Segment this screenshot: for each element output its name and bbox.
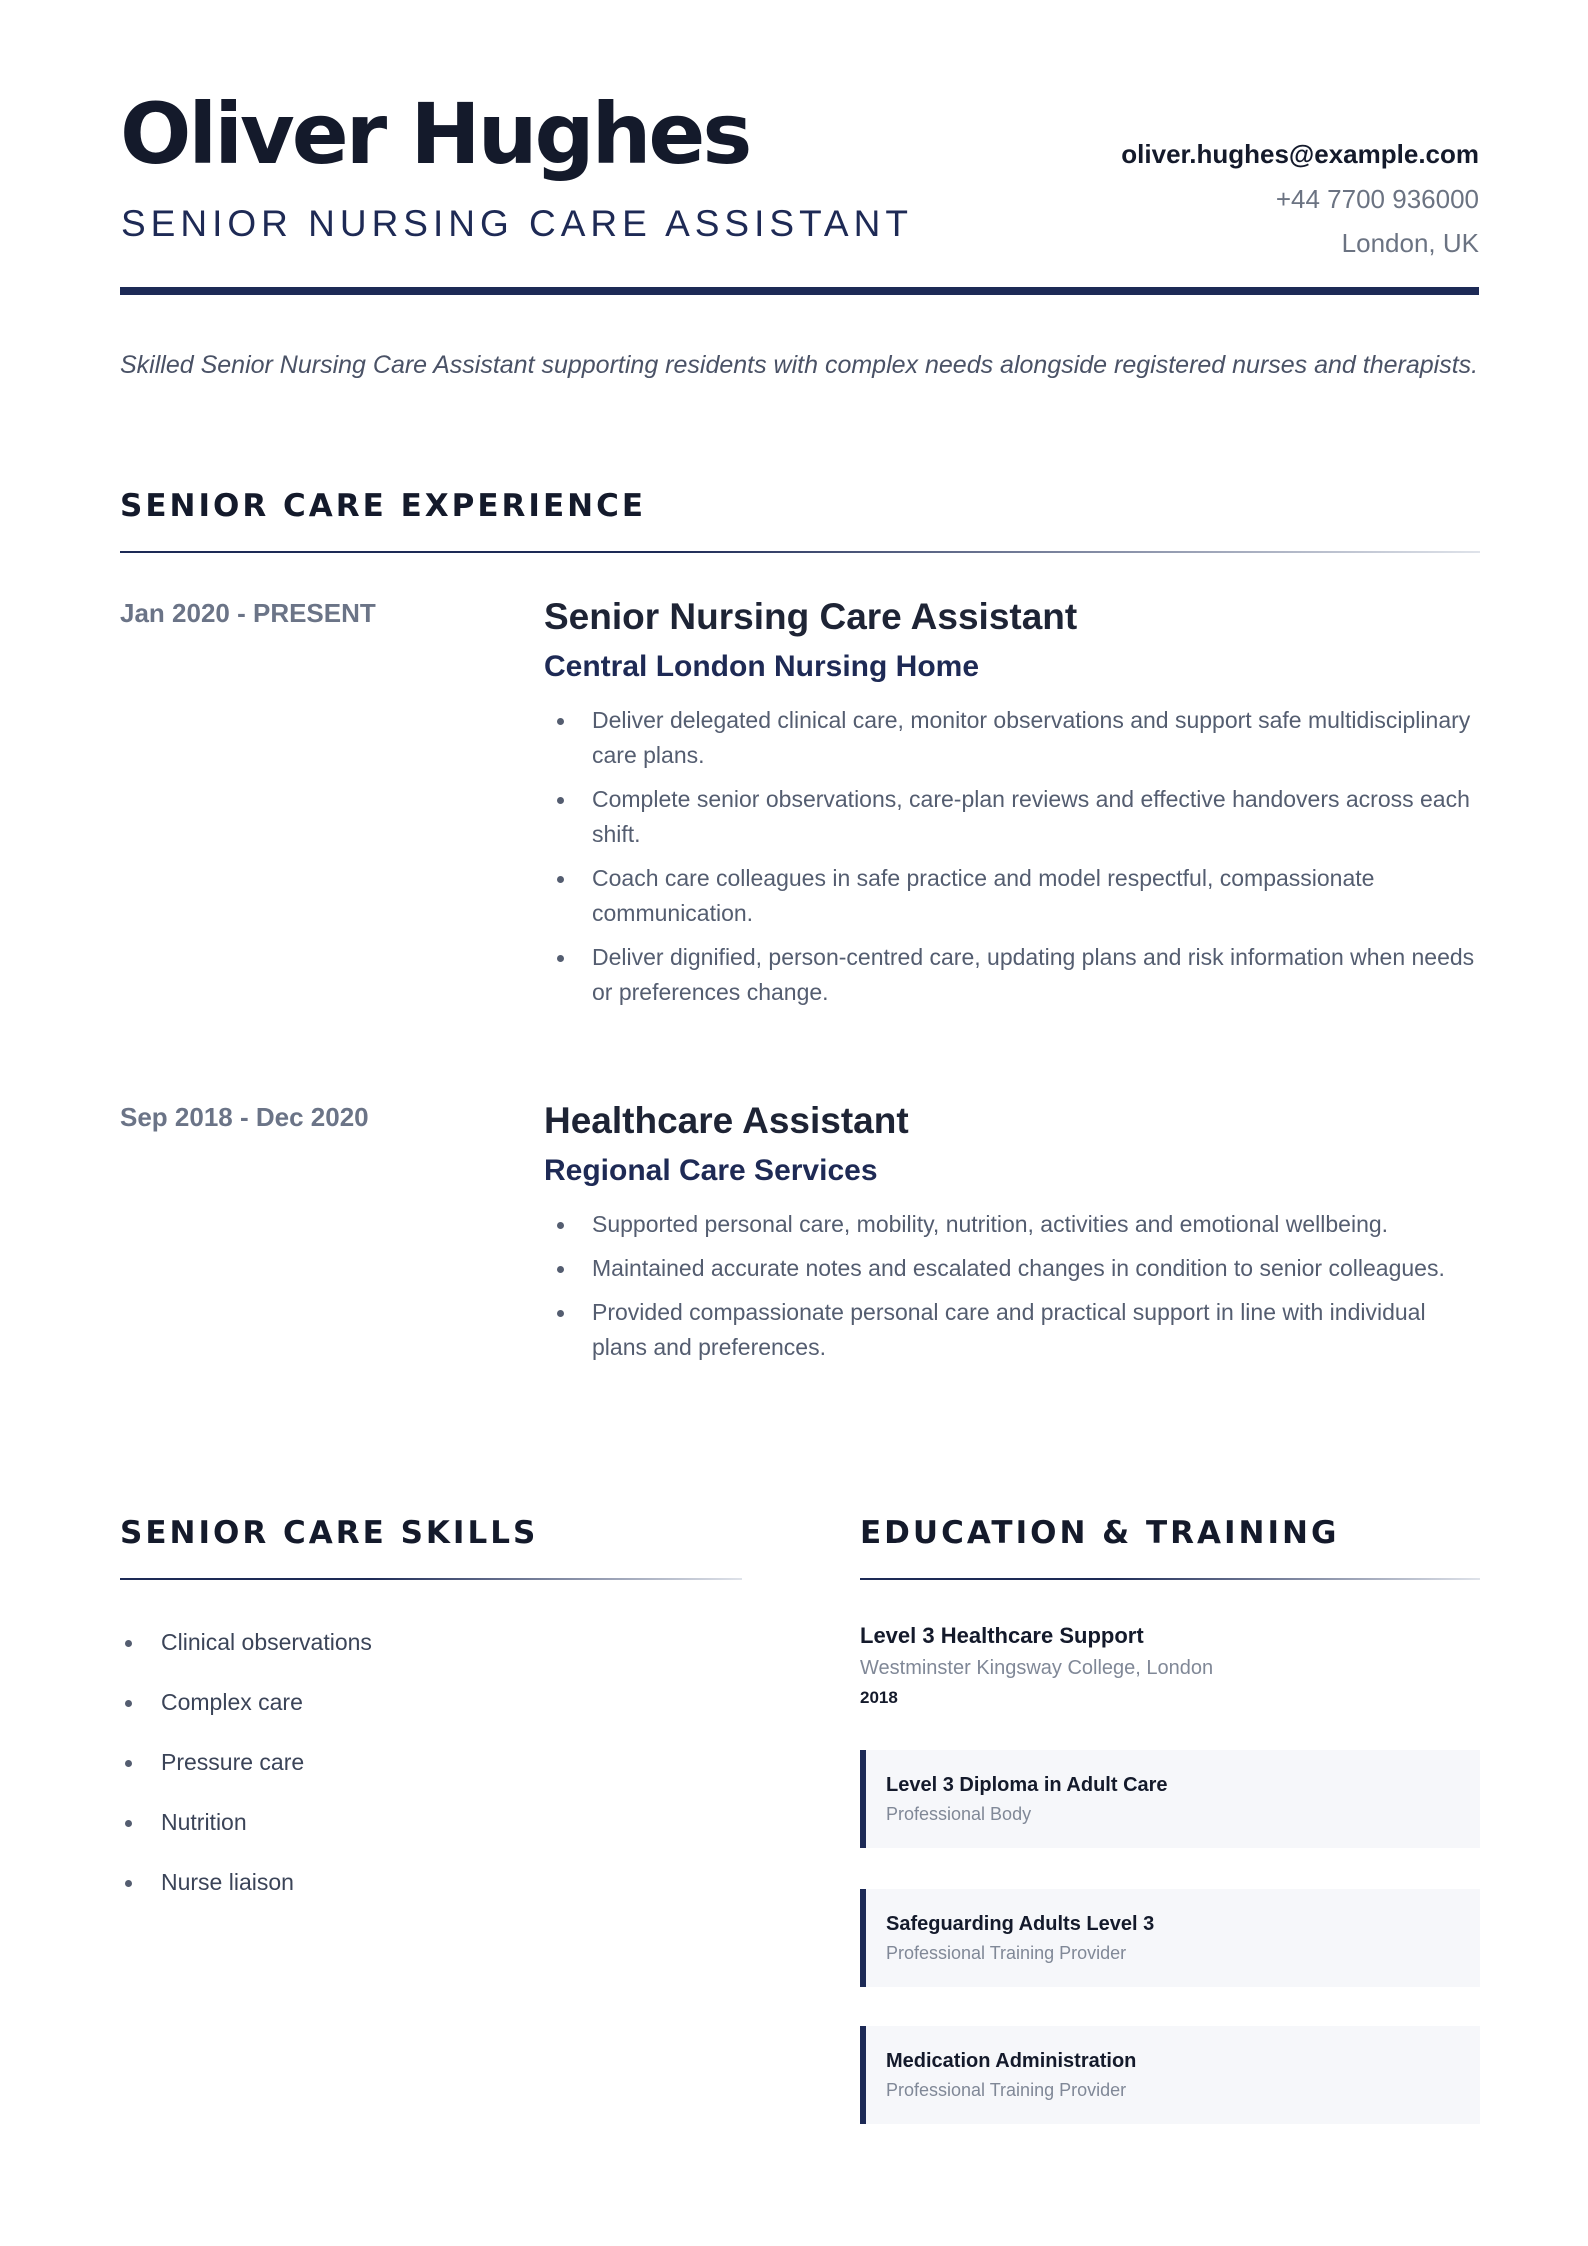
certification-card <box>860 1750 1480 1848</box>
job-bullet: Supported personal care, mobility, nutrition, activities and emotional wellbeing. <box>544 1207 1480 1242</box>
job-bullet: Maintained accurate notes and escalated changes in condition to senior colleagues. <box>544 1251 1480 1286</box>
candidate-name: Oliver Hughes <box>120 85 750 183</box>
job-bullet: Provided compassionate personal care and practical support in line with individual plans and preferences. <box>544 1295 1480 1365</box>
job-dates: Sep 2018 - Dec 2020 <box>120 1102 369 1132</box>
job-bullet: Deliver delegated clinical care, monitor observations and support safe multidisciplinary care plans. <box>544 703 1480 773</box>
job-bullet: Deliver dignified, person-centred care, updating plans and risk information when needs or preferences change. <box>544 940 1480 1010</box>
certification-provider: Professional Training Provider <box>886 1943 1127 1963</box>
contact-phone[interactable]: +44 7700 936000 <box>1275 183 1479 214</box>
contact-block <box>1121 132 1479 266</box>
certification-title: Safeguarding Adults Level 3 <box>886 1913 1155 1935</box>
job-bullet: Complete senior observations, care-plan reviews and effective handovers across each shift. <box>544 782 1480 852</box>
certification-card <box>860 2026 1480 2124</box>
skill-item: Nutrition <box>120 1805 372 1865</box>
skill-item: Complex care <box>120 1685 372 1745</box>
skills-list <box>120 1625 372 1925</box>
job-title: Senior Nursing Care Assistant <box>544 596 1078 637</box>
certification-title: Medication Administration <box>886 2050 1137 2072</box>
job-details <box>544 1102 1480 1374</box>
qualification-year: 2018 <box>860 1688 898 1707</box>
qualification-title: Level 3 Healthcare Support <box>860 1623 1144 1648</box>
skill-item: Nurse liaison <box>120 1865 372 1925</box>
skill-item: Pressure care <box>120 1745 372 1805</box>
certification-card <box>860 1889 1480 1987</box>
contact-email[interactable]: oliver.hughes@example.com <box>1121 139 1479 169</box>
skill-item: Clinical observations <box>120 1625 372 1685</box>
header-divider <box>120 287 1479 295</box>
job-details <box>544 598 1480 1019</box>
job-bullets <box>544 703 1480 1010</box>
experience-heading: SENIOR CARE EXPERIENCE <box>120 488 647 524</box>
job-bullet: Coach care colleagues in safe practice and model respectful, compassionate communication. <box>544 861 1480 931</box>
certification-provider: Professional Training Provider <box>886 2080 1127 2100</box>
job-company: Central London Nursing Home <box>544 650 979 683</box>
certification-title: Level 3 Diploma in Adult Care <box>886 1774 1168 1796</box>
education-entry <box>860 1620 1480 1712</box>
contact-location: London, UK <box>1341 228 1479 258</box>
education-heading: EDUCATION & TRAINING <box>860 1515 1340 1551</box>
candidate-role: SENIOR NURSING CARE ASSISTANT <box>121 203 913 244</box>
skills-divider <box>120 1578 742 1580</box>
job-title: Healthcare Assistant <box>544 1100 909 1141</box>
institution-name: Westminster Kingsway College, London <box>860 1657 1214 1679</box>
job-bullets <box>544 1207 1480 1365</box>
skills-heading: SENIOR CARE SKILLS <box>120 1515 539 1551</box>
certification-provider: Professional Body <box>886 1804 1032 1824</box>
job-dates: Jan 2020 - PRESENT <box>120 598 376 628</box>
job-company: Regional Care Services <box>544 1154 878 1187</box>
experience-divider <box>120 551 1480 553</box>
education-divider <box>860 1578 1480 1580</box>
profile-summary: Skilled Senior Nursing Care Assistant supporting residents with complex needs alongside registered nurses and therapists. <box>120 351 1479 379</box>
